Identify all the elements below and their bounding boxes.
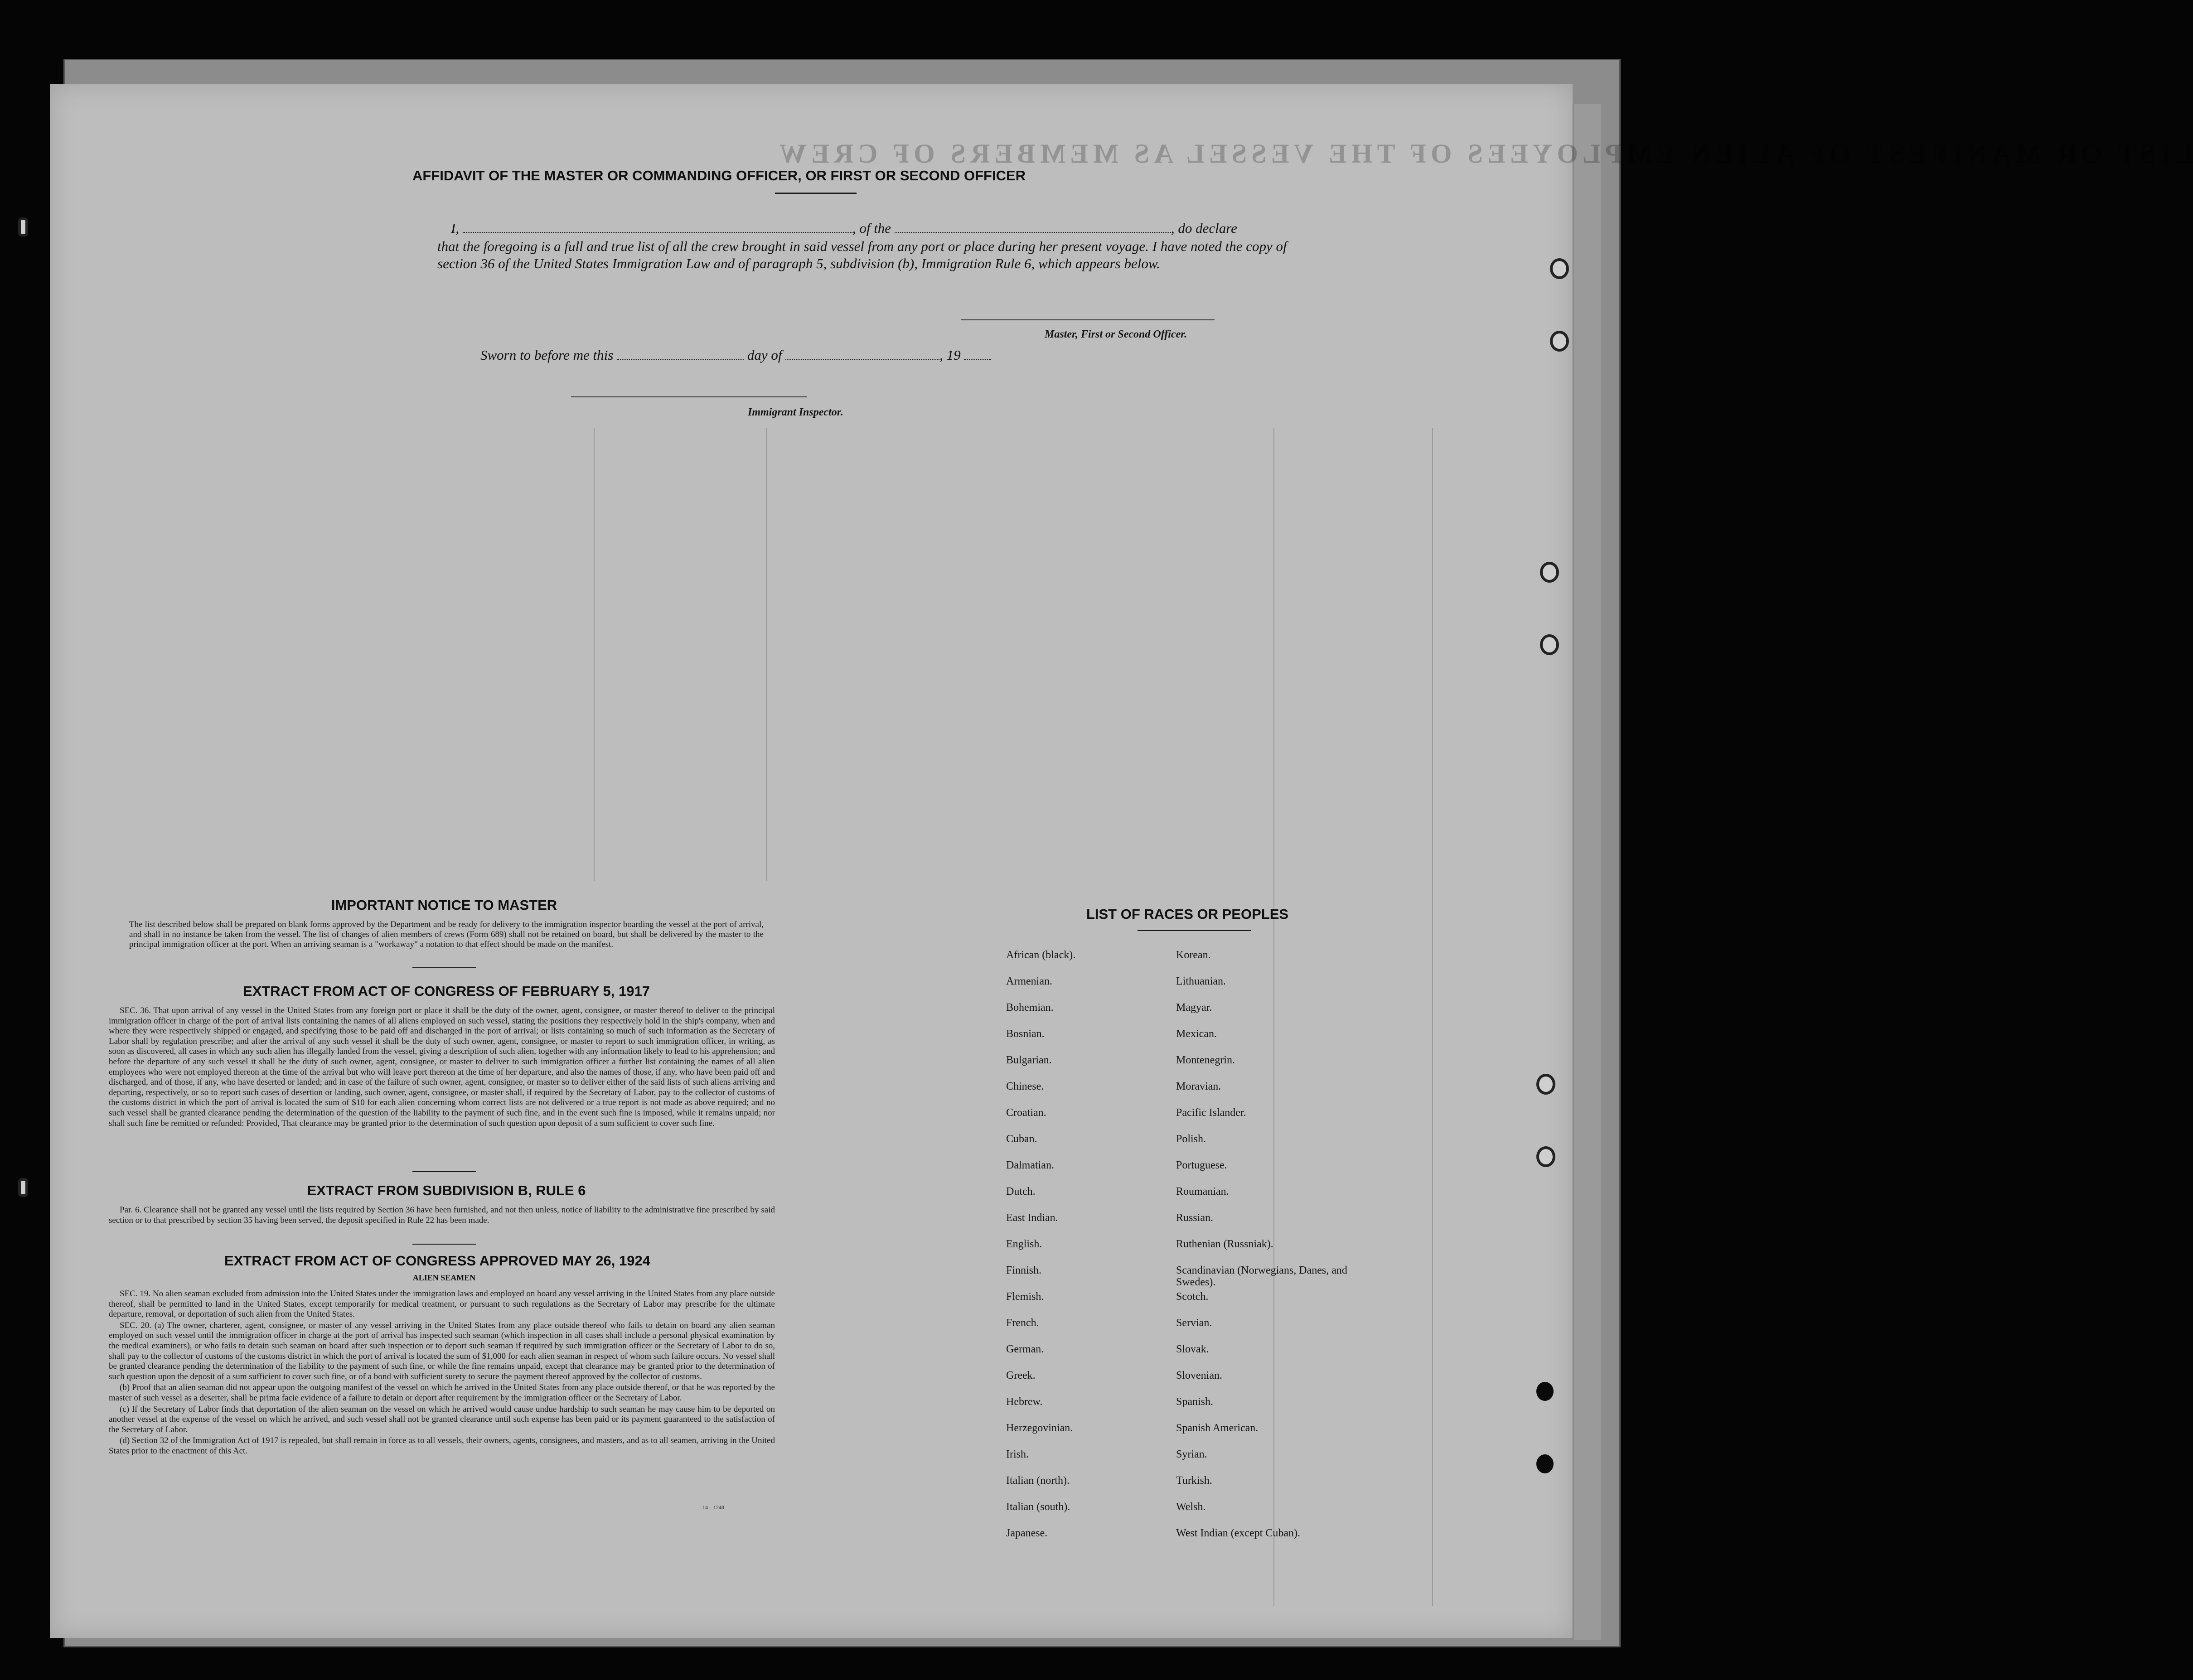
race-item: Scandinavian (Norwegians, Danes, and Swedes). — [1176, 1265, 1347, 1288]
race-item: Syrian. — [1176, 1448, 1207, 1460]
race-item: West Indian (except Cuban). — [1176, 1527, 1300, 1539]
race-item: German. — [1006, 1343, 1044, 1355]
races-right-column — [1176, 949, 1366, 1554]
race-item: Chinese. — [1006, 1081, 1044, 1092]
extract-rule6-text — [109, 1205, 775, 1226]
affidavit-of-the-label: , of the — [852, 220, 891, 236]
bleed-through-rule — [766, 428, 767, 881]
race-item: Turkish. — [1176, 1475, 1212, 1487]
extract-1924-sec20b: (b) Proof that an alien seaman did not appear upon the outgoing manifest of the vessel on which he arrived in the United States from any place outside thereof, or that he was reported by the master of such vessel as a deserter, shall be prima facie evidence of a failure to detain or deport after requirement by the immigration officer or the Secretary of Labor. — [109, 1383, 775, 1403]
race-item: Italian (north). — [1006, 1475, 1070, 1487]
race-item: French. — [1006, 1317, 1039, 1329]
punch-hole — [1536, 1454, 1554, 1473]
notice-title: IMPORTANT NOTICE TO MASTER — [331, 897, 557, 913]
bleed-through-rule — [594, 428, 595, 881]
bleed-through-heading: LIST OR MANIFEST OF ALIEN EMPLOYEES OF THE VESSEL AS MEMBERS OF CREW — [775, 139, 2193, 169]
punch-hole — [1536, 1382, 1554, 1401]
race-item: Slovak. — [1176, 1343, 1209, 1355]
races-left-column — [1006, 949, 1196, 1554]
race-item: English. — [1006, 1238, 1042, 1250]
declarant-name-blank[interactable] — [463, 232, 852, 233]
affidavit-do-declare-label: , do declare — [1171, 220, 1237, 236]
sworn-label: Sworn to before me this — [480, 347, 614, 363]
race-item: Servian. — [1176, 1317, 1212, 1329]
races-title-rule — [1138, 930, 1251, 931]
race-item: Greek. — [1006, 1370, 1036, 1381]
race-item: Bulgarian. — [1006, 1054, 1052, 1066]
race-item: Bohemian. — [1006, 1002, 1054, 1014]
sworn-day-blank[interactable] — [617, 359, 744, 360]
sworn-line — [480, 347, 1070, 364]
day-of-label: day of — [747, 347, 782, 363]
left-binder-hole — [18, 217, 28, 237]
inspector-signature-line[interactable] — [571, 396, 807, 397]
left-binder-hole — [18, 1178, 28, 1197]
extract-1917-paragraph: SEC. 36. That upon arrival of any vessel in the United States from any foreign port or place it shall be the duty of the owner, agent, consignee, or master thereof to deliver to the principal immigration officer in charge of the port of arrival lists containing the names of all aliens employed on such vessel, stating the positions they respectively hold in the ship's company, when and where they were respectively shipped or engaged, and specifying those to be paid off and discharged in the port of arrival; or lists containing so much of such information as the Secretary of Labor shall by regulation prescribe; and after the arrival of any such vessel it shall be the duty of such owner, agent, consignee, or master to report to such immigration officer, in writing, as soon as discovered, all cases in which any such alien has illegally landed from the vessel, giving a description of such alien, together with any information likely to lead to his apprehension; and before the departure of any such vessel it shall be the duty of such owner, agent, consignee, or master to deliver to such immigration officer a further list containing the names of all alien employees who were not employed thereon at the time of the arrival but who will leave port thereon at the time of her departure, and also the names of those, if any, who have been paid off and discharged, and of those, if any, who have deserted or landed; and in case of the failure of such owner, agent, consignee, or master so to deliver either of the said lists of such aliens arriving and departing, respectively, or so to report such cases of desertion or landing, such owner, agent, consignee, or master shall, if required by the Secretary of Labor, pay to the collector of customs of the customs district in which the port of arrival is located the sum of $10 for each alien concerning whom correct lists are not delivered or a true report is not made as above required; and no such vessel shall be granted clearance pending the determination of the question of the liability to the payment of such fine, and in the event such fine is imposed, while it remains unpaid; nor shall such fine be remitted or refunded: Provided, That clearance may be granted prior to the determination of such question upon deposit of a sum sufficient to cover such fine. — [109, 1006, 775, 1128]
extract-1924-sec20c: (c) If the Secretary of Labor finds that deportation of the alien seaman on the vessel on which he arrived would cause undue hardship to such seaman he may cause him to be deported on another vessel at the expense of the vessel on which he arrived, and such vessel shall not be granted clearance until such expense has been paid or its payment guaranteed to the satisfaction of the Secretary of Labor. — [109, 1404, 775, 1434]
punch-hole — [1536, 1146, 1555, 1167]
race-item: Welsh. — [1176, 1501, 1206, 1513]
master-signature-line[interactable] — [961, 319, 1215, 320]
punch-hole — [1540, 562, 1559, 583]
inspector-signature-label: Immigrant Inspector. — [748, 406, 843, 418]
races-title: LIST OF RACES OR PEOPLES — [1086, 906, 1289, 922]
race-item: Spanish. — [1176, 1396, 1214, 1408]
race-item: Armenian. — [1006, 975, 1052, 987]
extract-1924-subtitle: ALIEN SEAMEN — [412, 1273, 476, 1282]
race-item: Pacific Islander. — [1176, 1107, 1246, 1119]
race-item: Italian (south). — [1006, 1501, 1070, 1513]
race-item: Korean. — [1176, 949, 1211, 961]
extract-rule6-rule — [412, 1244, 476, 1245]
race-item: Hebrew. — [1006, 1396, 1043, 1408]
affidavit-i-label: I, — [451, 220, 460, 236]
race-item: Lithuanian. — [1176, 975, 1226, 987]
extract-1917-rule — [412, 1171, 476, 1172]
race-item: Russian. — [1176, 1212, 1214, 1224]
affidavit-declaration-line — [451, 220, 1312, 237]
affidavit-body: that the foregoing is a full and true list of all the crew brought in said vessel from any port or place during her present voyage. I have noted the copy of section 36 of the United States Immigration Law and of paragraph 5, subdivision (b), Immigration Rule 6, which appears below. — [437, 238, 1287, 271]
race-item: African (black). — [1006, 949, 1076, 961]
race-item: Scotch. — [1176, 1291, 1209, 1303]
race-item: Spanish American. — [1176, 1422, 1259, 1434]
race-item: Magyar. — [1176, 1002, 1212, 1014]
punch-hole — [1550, 258, 1569, 279]
extract-1917-text — [109, 1006, 775, 1130]
race-item: Finnish. — [1006, 1265, 1042, 1276]
race-item: Montenegrin. — [1176, 1054, 1235, 1066]
race-item: Mexican. — [1176, 1028, 1217, 1040]
race-item: Irish. — [1006, 1448, 1029, 1460]
vessel-name-blank[interactable] — [895, 232, 1171, 233]
extract-1917-title: EXTRACT FROM ACT OF CONGRESS OF FEBRUARY 5, 1917 — [243, 983, 650, 999]
extract-1924-sec19: SEC. 19. No alien seaman excluded from admission into the United States under the immigration laws and employed on board any vessel arriving in the United States from any place outside thereof, shall be permitted to land in the United States, except temporarily for medical treatment, or pursuant to such regulations as the Secretary of Labor may prescribe for the ultimate departure, removal, or deportation of such alien from the United States. — [109, 1289, 775, 1319]
year-prefix-label: , 19 — [939, 347, 961, 363]
race-item: Dutch. — [1006, 1186, 1036, 1197]
race-item: Ruthenian (Russniak). — [1176, 1238, 1273, 1250]
document-page — [50, 84, 2193, 1638]
race-item: Herzegovinian. — [1006, 1422, 1073, 1434]
race-item: Cuban. — [1006, 1133, 1037, 1145]
race-item: Bosnian. — [1006, 1028, 1045, 1040]
extract-rule6-title: EXTRACT FROM SUBDIVISION B, RULE 6 — [307, 1183, 586, 1198]
race-item: Slovenian. — [1176, 1370, 1222, 1381]
punch-hole — [1550, 331, 1569, 352]
race-item: Croatian. — [1006, 1107, 1046, 1119]
race-item: Polish. — [1176, 1133, 1206, 1145]
master-signature-label: Master, First or Second Officer. — [1045, 328, 1187, 340]
race-item: Moravian. — [1176, 1081, 1221, 1092]
sworn-month-blank[interactable] — [785, 359, 939, 360]
punch-hole — [1536, 1074, 1555, 1095]
affidavit-title-rule — [775, 193, 857, 194]
sworn-year-blank[interactable] — [964, 359, 991, 360]
notice-text: The list described below shall be prepared on blank forms approved by the Department and be ready for delivery to the immigration inspector boarding the vessel at the port of arrival, and shall in no instance be taken from the vessel. The list of changes of alien members of crews (Form 689) shall not be retained on board, but shall be delivered by the master to the principal immigration officer at the port. When an arriving seaman is a "workaway" a notation to that effect should be made on the manifest. — [129, 920, 764, 949]
race-item: Portuguese. — [1176, 1159, 1227, 1171]
form-number: 14—1240 — [702, 1504, 724, 1511]
bleed-through-rule — [1432, 428, 1433, 1606]
race-item: Roumanian. — [1176, 1186, 1229, 1197]
notice-rule — [412, 967, 476, 968]
extract-1924-sec20a: SEC. 20. (a) The owner, charterer, agent, consignee, or master of any vessel arriving in the United States from any place outside thereof who fails to detain on board any alien seaman employed on such vessel until the immigration officer in charge at the port of arrival has inspected such seaman (which inspection in all cases shall include a personal physical examination by the medical examiners), or who fails to detain such seaman on board after such inspection or to deport such seaman if required by such immigration officer or the Secretary of Labor to do so, shall pay to the collector of customs of the customs district in which the port of arrival is located the sum of $1,000 for each alien seaman in respect of whom such failure occurs. No vessel shall be granted clearance pending the determination of the liability to the payment of such fine, or while the fine remains unpaid, except that clearance may be granted prior to the determination of such question upon the deposit of a sum sufficient to cover such fine, or of a bond with sufficient surety to secure the payment thereof approved by the collector of customs. — [109, 1320, 775, 1381]
extract-1924-title: EXTRACT FROM ACT OF CONGRESS APPROVED MAY 26, 1924 — [224, 1253, 650, 1269]
punch-hole — [1540, 634, 1559, 655]
affidavit-title: AFFIDAVIT OF THE MASTER OR COMMANDING OFFICER, OR FIRST OR SECOND OFFICER — [412, 168, 1026, 183]
right-edge-strip — [1573, 104, 1601, 1640]
race-item: Flemish. — [1006, 1291, 1044, 1303]
race-item: East Indian. — [1006, 1212, 1058, 1224]
race-item: Dalmatian. — [1006, 1159, 1054, 1171]
extract-rule6-paragraph: Par. 6. Clearance shall not be granted any vessel until the lists required by Section 36 have been furnished, and not then unless, notice of liability to the administrative fine prescribed by said section or to that prescribed by section 35 having been served, the deposit specified in Rule 22 has been made. — [109, 1205, 775, 1225]
race-item: Japanese. — [1006, 1527, 1048, 1539]
extract-1924-text — [109, 1289, 775, 1458]
extract-1924-sec20d: (d) Section 32 of the Immigration Act of 1917 is repealed, but shall remain in force as to all vessels, their owners, agents, consignees, and masters, and as to all seamen, arriving in the United States prior to the enactment of this Act. — [109, 1436, 775, 1456]
